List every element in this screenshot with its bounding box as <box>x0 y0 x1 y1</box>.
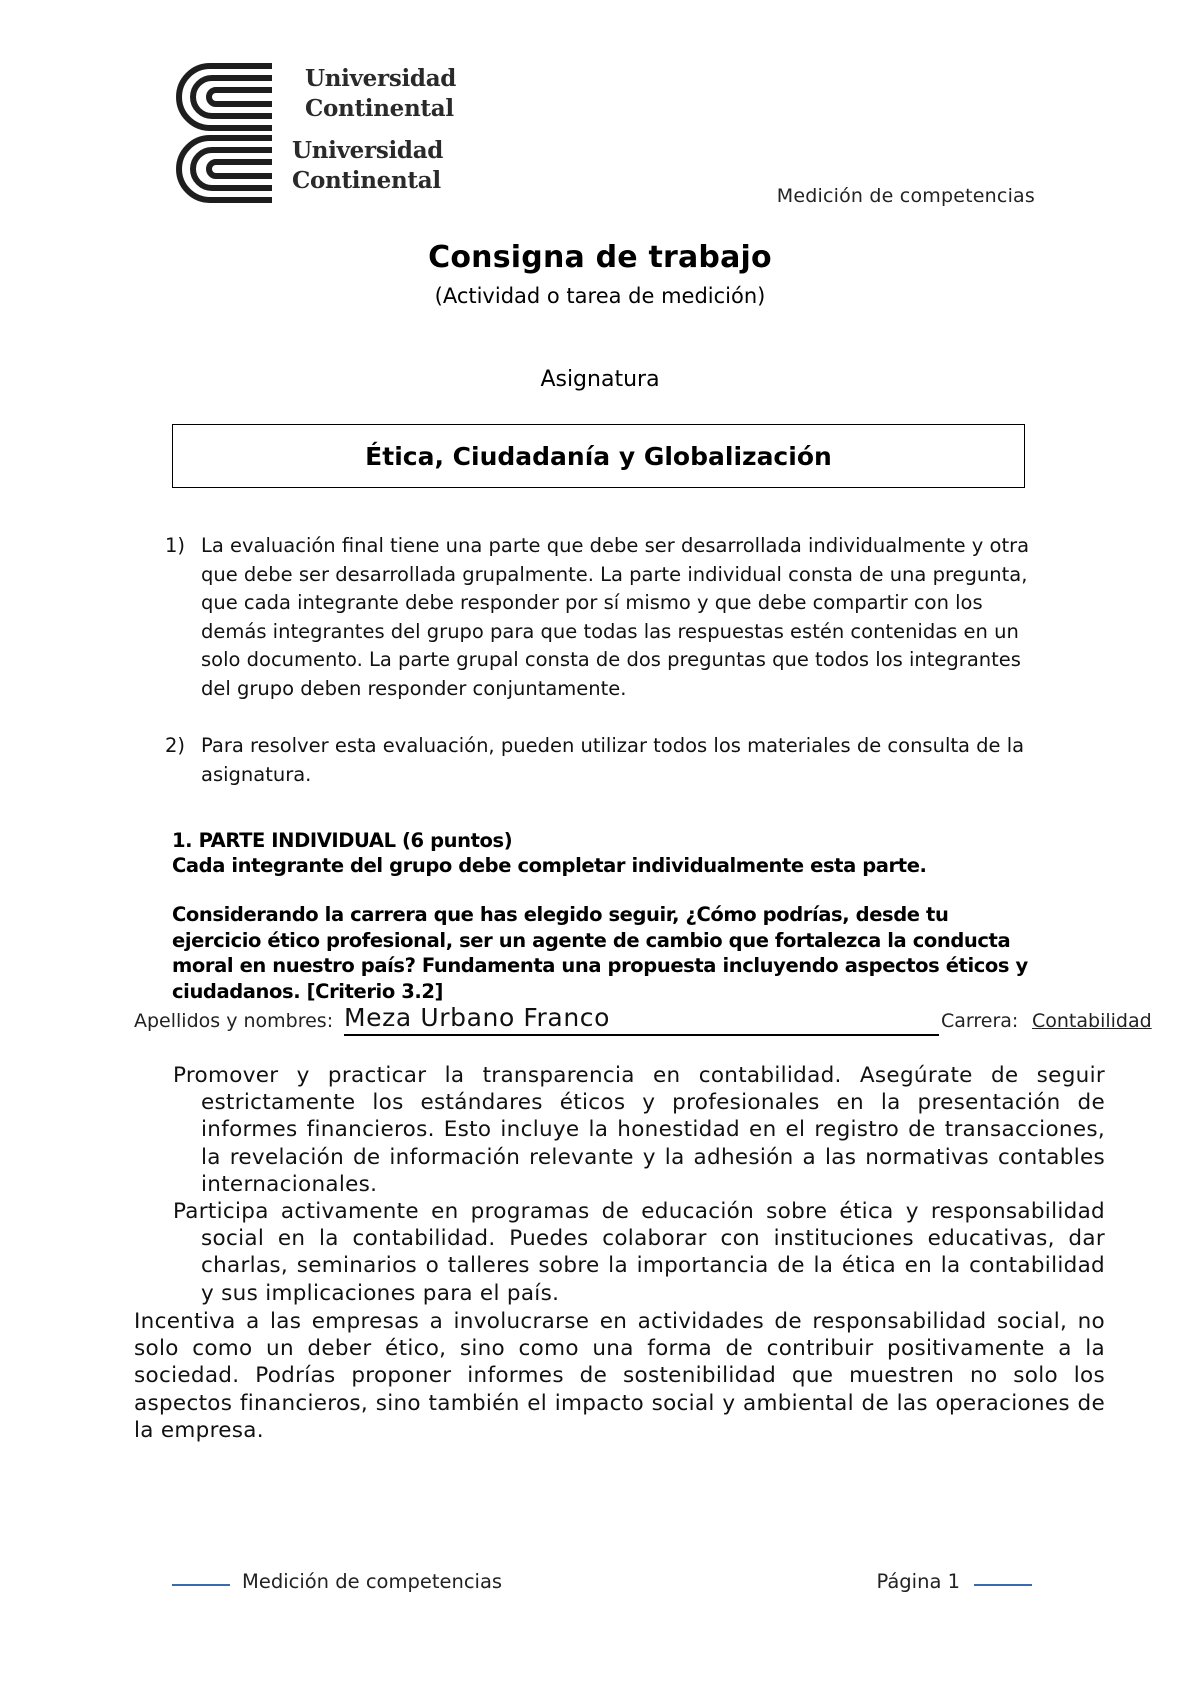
page-title: Consigna de trabajo <box>428 240 772 275</box>
footer-caption: Medición de competencias <box>242 1570 503 1593</box>
name-label: Apellidos y nombres: <box>134 1010 334 1032</box>
logo-line-3: Universidad <box>292 137 444 164</box>
logo-mark-icon-2 <box>170 132 280 207</box>
answer-paragraph: Incentiva a las empresas a involucrarse en actividades de responsabilidad social, no solo como un deber ético, sino como una forma de contribuir positivamente a la sociedad. Podrías proponer informes de sostenibilidad que muestren no solo los aspectos financieros, sino también el impacto social y ambiental de las operaciones de la empresa. <box>134 1309 1105 1443</box>
answer-paragraph: Promover y practicar la transparencia en contabilidad. Asegúrate de seguir estrictamente los estándares éticos y profesionales en la presentación de informes financieros. Esto incluye la honestidad en el registro de transacciones, la revelación de información relevante y la adhesión a las normativas contables internacionales. <box>173 1063 1105 1197</box>
page-footer <box>172 1570 1032 1600</box>
course-name: Ética, Ciudadanía y Globalización <box>365 441 832 471</box>
question-text: Considerando la carrera que has elegido seguir, ¿Cómo podrías, desde tu ejercicio ético profesional, ser un agente de cambio que fortalezca la conducta moral en nuestro país? Fundamenta una propuesta incluyendo aspectos éticos y ciudadanos. [Criterio 3.2] <box>172 903 1028 1003</box>
instruction-text: Para resolver esta evaluación, pueden utilizar todos los materiales de consulta de la asignatura. <box>201 734 1025 786</box>
footer-rule-right <box>974 1584 1032 1586</box>
logo-text-top <box>305 64 456 124</box>
logo-line-1: Universidad <box>305 65 457 92</box>
answer-paragraph: Participa activamente en programas de educación sobre ética y responsabilidad social en la contabilidad. Puedes colaborar con instituciones educativas, dar charlas, seminarios o talleres sobre la importancia de la ética en la contabilidad y sus implicaciones para el país. <box>173 1199 1105 1306</box>
student-name-field[interactable]: Meza Urbano Franco <box>344 1002 939 1036</box>
instruction-number: 1) <box>165 534 186 557</box>
part-subheading: Cada integrante del grupo debe completar individualmente esta parte. <box>172 854 927 877</box>
footer-rule-left <box>172 1584 230 1586</box>
subject-label: Asignatura <box>540 367 660 392</box>
page-subtitle: (Actividad o tarea de medición) <box>434 284 766 308</box>
instruction-item <box>165 732 1035 789</box>
header-caption: Medición de competencias <box>776 185 1035 207</box>
logo-text-bottom <box>292 136 443 196</box>
student-info-row <box>134 1002 1152 1036</box>
instruction-text: La evaluación final tiene una parte que debe ser desarrollada individualmente y otra que debe ser desarrollada grupalmente. La parte individual consta de una pregunta, que cada integrante debe responder por sí mismo y que debe compartir con los demás integrantes del grupo para que todas las respuestas estén contenidas en un solo documento. La parte grupal consta de dos preguntas que todos los integrantes del grupo deben responder conjuntamente. <box>201 534 1030 700</box>
logo-mark-icon <box>170 60 280 135</box>
course-name-box <box>172 424 1025 488</box>
page-number: Página 1 <box>876 1570 960 1593</box>
career-field[interactable]: Contabilidad <box>1032 1010 1152 1032</box>
university-logo <box>170 60 470 210</box>
logo-line-2: Continental <box>305 95 454 122</box>
instruction-item <box>165 532 1035 703</box>
career-label: Carrera: <box>941 1010 1019 1032</box>
part-heading: 1. PARTE INDIVIDUAL (6 puntos) <box>172 829 513 852</box>
instruction-number: 2) <box>165 734 186 757</box>
logo-line-4: Continental <box>292 167 441 194</box>
